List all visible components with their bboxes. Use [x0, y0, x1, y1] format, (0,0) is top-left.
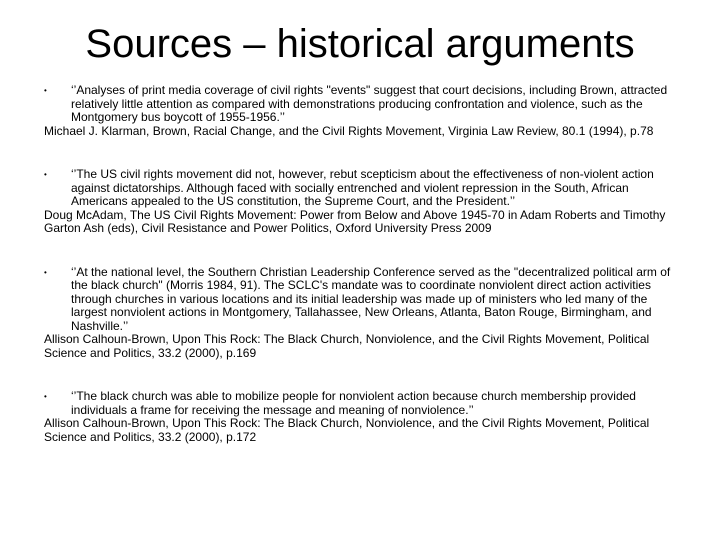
source-item [44, 266, 684, 361]
source-quote: ‘’The black church was able to mobilize people for nonviolent action because church membership provided individuals a frame for receiving the message and meaning of nonviolence.’’ [71, 389, 636, 417]
slide-title: Sources – historical arguments [85, 22, 635, 66]
source-item [44, 390, 684, 444]
source-citation: Allison Calhoun-Brown, Upon This Rock: The Black Church, Nonviolence, and the Civil Rights Movement, Political Science and Politics, 33.2 (2000), p.172 [44, 416, 650, 444]
source-quote: ‘’Analyses of print media coverage of civil rights "events" suggest that court decisions, including Brown, attracted relatively little attention as compared with demonstrations producing confrontation and violence, such as the Montgomery bus boycott of 1955-1956.’’ [71, 83, 668, 124]
source-quote-block [44, 266, 684, 334]
source-quote: ‘’At the national level, the Southern Christian Leadership Conference served as the "decentralized political arm of the black church" (Morris 1984, 91). The SCLC's mandate was to coordinate nonviolent direct action activities through churches in various locations and its initial leadership was made up of ministers who led many of the largest nonviolent actions in Montgomery, Tallahassee, New Orleans, Atlanta, Baton Rouge, Birmingham, and Nashville.’’ [71, 264, 671, 333]
bullet-icon: • [44, 86, 47, 95]
source-quote: ‘’The US civil rights movement did not, however, rebut scepticism about the effectiveness of non-violent action against dictatorships. Although faced with socially entrenched and violent repression in the South, African Americans appealed to the US constitution, the Supreme Court, and the President.’’ [71, 167, 654, 208]
sources-list [44, 84, 684, 474]
source-citation: Michael J. Klarman, Brown, Racial Change, and the Civil Rights Movement, Virginia Law Review, 80.1 (1994), p.78 [44, 123, 654, 138]
source-quote-block [44, 84, 684, 125]
bullet-icon: • [44, 267, 47, 277]
source-quote-block [44, 168, 684, 209]
source-citation: Allison Calhoun-Brown, Upon This Rock: The Black Church, Nonviolence, and the Civil Rights Movement, Political Science and Politics, 33.2 (2000), p.169 [44, 332, 650, 360]
bullet-icon: • [44, 392, 47, 401]
source-quote-block [44, 390, 684, 417]
source-item [44, 84, 684, 138]
bullet-icon: • [44, 170, 47, 179]
source-item [44, 168, 684, 236]
source-citation: Doug McAdam, The US Civil Rights Movement: Power from Below and Above 1945-70 in Adam Roberts and Timothy Garton Ash (eds), Civil Resistance and Power Politics, Oxford University Press 2009 [44, 207, 666, 235]
